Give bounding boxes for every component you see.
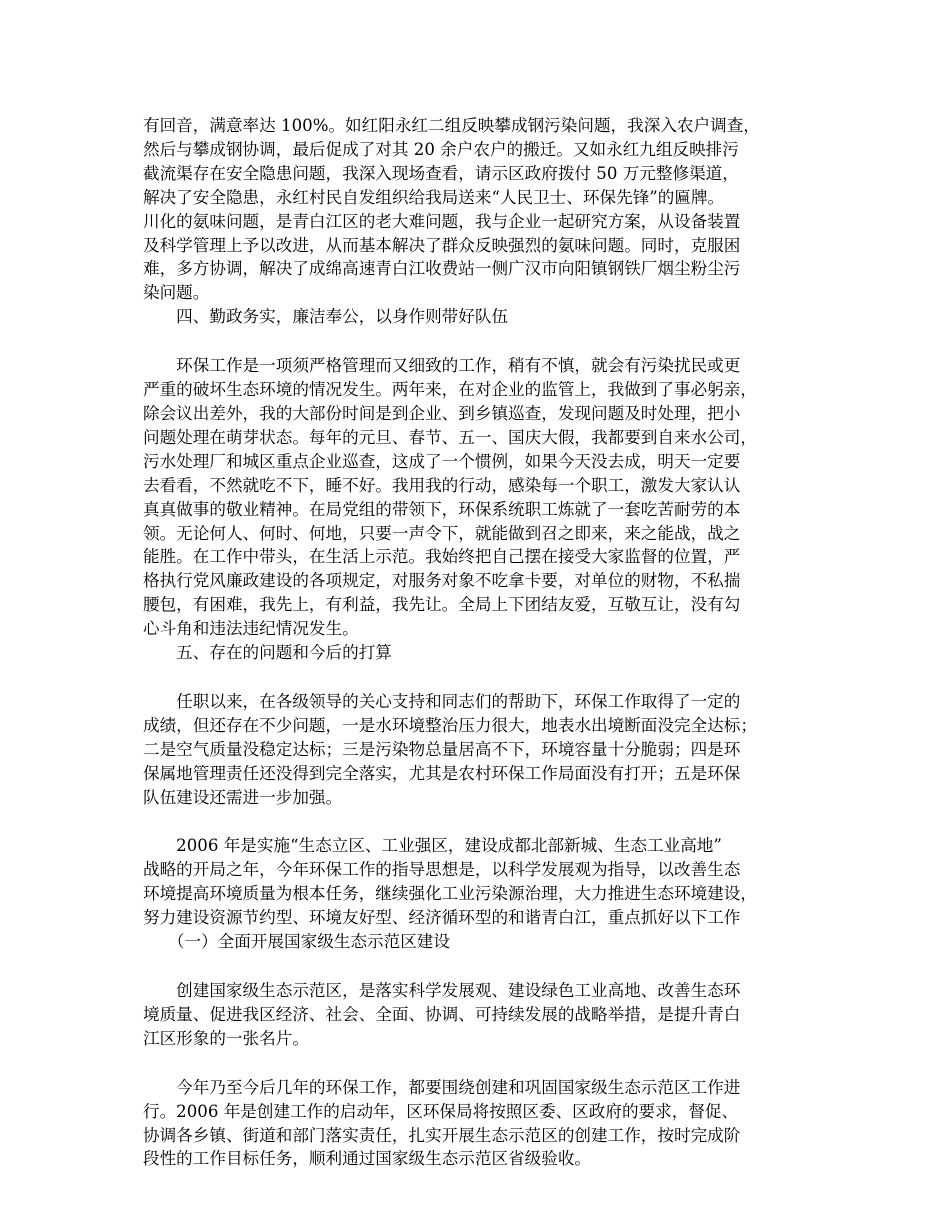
text-line: 环境提高环境质量为根本任务，继续强化工业污染源治理，大力推进生态环境建设， <box>143 884 757 904</box>
text-line: 腰包，有困难，我先上，有利益，我先让。全局上下团结友爱，互敬互让，没有勾 <box>143 595 741 615</box>
paragraph-diligence <box>143 354 823 641</box>
text-line: 创建国家级生态示范区，是落实科学发展观、建设绿色工业高地、改善生态环 <box>143 981 741 1000</box>
text-line: 染问题。 <box>143 283 210 303</box>
text-line: 去看看，不然就吃不下，睡不好。我用我的行动，感染每一个职工，激发大家认认 <box>143 475 741 495</box>
text-line: 江区形象的一张名片。 <box>143 1028 309 1048</box>
text-line: 2006 年是实施“生态立区、工业强区，建设成都北部新城、生态工业高地” <box>143 836 722 856</box>
paragraph-problems <box>143 690 823 810</box>
text-line: 心斗角和违法违纪情况发生。 <box>143 619 359 639</box>
text-line: 截流渠存在安全隐患问题，我深入现场查看，请示区政府拨付 50 万元整修渠道， <box>143 163 739 183</box>
subsection-heading-1: （一）全面开展国家级生态示范区建设 <box>143 932 450 952</box>
paragraph-complaints-resolved <box>143 114 823 305</box>
text-line: 战略的开局之年，今年环保工作的指导思想是，以科学发展观为指导，以改善生态 <box>143 860 741 880</box>
text-line: 二是空气质量没稳定达标；三是污染物总量居高不下，环境容量十分脆弱；四是环 <box>143 739 741 759</box>
text-line: 保属地管理责任还没得到完全落实，尤其是农村环保工作局面没有打开；五是环保 <box>143 763 741 783</box>
text-line: 协调各乡镇、街道和部门落实责任，扎实开展生态示范区的创建工作，按时完成阶 <box>143 1125 741 1145</box>
text-line: 污水处理厂和城区重点企业巡查，这成了一个惯例，如果今天没去成，明天一定要 <box>143 451 741 471</box>
text-line: 行。2006 年是创建工作的启动年，区环保局将按照区委、区政府的要求，督促、 <box>143 1101 739 1121</box>
text-line: 能胜。在工作中带头，在生活上示范。我始终把自己摆在接受大家监督的位置，严 <box>143 547 741 567</box>
text-line: 努力建设资源节约型、环境友好型、经济循环型的和谐青白江，重点抓好以下工作 <box>143 908 741 928</box>
text-line: 真真做事的敬业精神。在局党组的带领下，环保系统职工炼就了一套吃苦耐劳的本 <box>143 499 741 519</box>
text-line: 任职以来，在各级领导的关心支持和同志们的帮助下，环保工作取得了一定的 <box>143 691 741 711</box>
text-line: 领。无论何人、何时、何地，只要一声令下，就能做到召之即来，来之能战，战之 <box>143 523 741 543</box>
text-line: 队伍建设还需进一步加强。 <box>143 787 343 807</box>
text-line: 段性的工作目标任务，顺利通过国家级生态示范区省级验收。 <box>143 1149 592 1169</box>
section-heading-4: 四、勤政务实，廉洁奉公，以身作则带好队伍 <box>143 307 509 327</box>
text-line: 环保工作是一项须严格管理而又细致的工作，稍有不慎，就会有污染扰民或更 <box>143 356 741 376</box>
section-heading-5: 五、存在的问题和今后的打算 <box>143 643 392 663</box>
paragraph-eco-zone <box>143 979 823 1051</box>
paragraph-future-work <box>143 1076 823 1172</box>
text-line: 然后与攀成钢协调，最后促成了对其 20 余户农户的搬迁。又如永红九组反映排污 <box>143 139 739 159</box>
text-line: 有回音，满意率达 100%。如红阳永红二组反映攀成钢污染问题，我深入农户调查， <box>143 116 760 135</box>
text-line: 川化的氨味问题，是青白江区的老大难问题，我与企业一起研究方案，从设备装置 <box>143 211 741 231</box>
text-line: 问题处理在萌芽状态。每年的元旦、春节、五一、国庆大假，我都要到自来水公司， <box>143 427 757 447</box>
text-line: 难，多方协调，解决了成绵高速青白江收费站一侧广汉市向阳镇钢铁厂烟尘粉尘污 <box>143 259 741 279</box>
paragraph-2006-plan <box>143 834 823 930</box>
text-line: 境质量、促进我区经济、社会、全面、协调、可持续发展的战略举措，是提升青白 <box>143 1004 741 1024</box>
text-line: 成绩，但还存在不少问题，一是水环境整治压力很大，地表水出境断面没完全达标； <box>143 715 757 735</box>
text-line: 解决了安全隐患，永红村民自发组织给我局送来“人民卫士、环保先锋”的匾牌。 <box>143 187 725 207</box>
text-line: 今年乃至今后几年的环保工作，都要围绕创建和巩固国家级生态示范区工作进 <box>143 1077 741 1097</box>
text-line: 除会议出差外，我的大部份时间是到企业、到乡镇巡查，发现问题及时处理，把小 <box>143 403 741 423</box>
text-line: 及科学管理上予以改进，从而基本解决了群众反映强烈的氨味问题。同时，克服困 <box>143 235 741 255</box>
document-body <box>143 114 823 1171</box>
text-line: 严重的破坏生态环境的情况发生。两年来，在对企业的监管上，我做到了事必躬亲， <box>143 380 757 400</box>
text-line: 格执行党风廉政建设的各项规定，对服务对象不吃拿卡要，对单位的财物，不私揣 <box>143 571 741 591</box>
